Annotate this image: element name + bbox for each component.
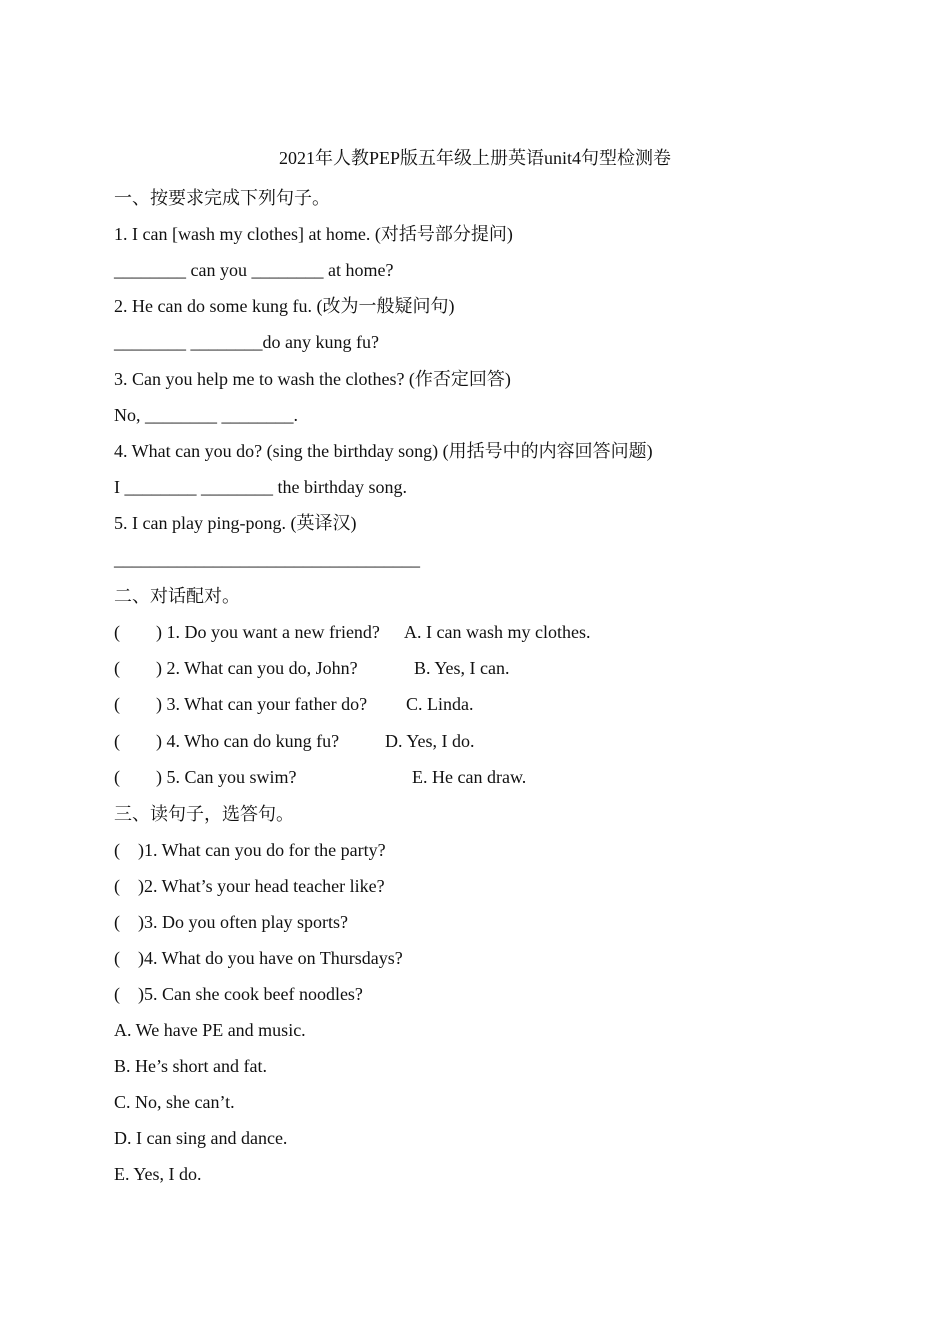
section-heading-3: 三、读句子，选答句。 [114,804,294,824]
choice-option-d: D. I can sing and dance. [114,1128,288,1148]
choice-option-e: E. Yes, I do. [114,1164,202,1184]
answer-line-1-3: No, ________ ________. [114,405,298,425]
choice-question-3: ( )3. Do you often play sports? [114,912,348,932]
answer-line-1-1: ________ can you ________ at home? [114,260,394,280]
match-answer-d: D. Yes, I do. [385,731,475,751]
page-title: 2021年人教PEP版五年级上册英语unit4句型检测卷 [278,148,672,168]
choice-question-5: ( )5. Can she cook beef noodles? [114,984,363,1004]
choice-question-2: ( )2. What’s your head teacher like? [114,876,385,896]
choice-option-a: A. We have PE and music. [114,1020,306,1040]
match-question-3: ( ) 3. What can your father do? [114,694,368,714]
question-1-3: 3. Can you help me to wash the clothes? (作否定回答) [114,369,511,389]
match-question-2: ( ) 2. What can you do, John? [114,658,358,678]
answer-line-1-2: ________ ________do any kung fu? [114,332,379,352]
question-1-1: 1. I can [wash my clothes] at home. (对括号部分提问) [114,224,513,244]
match-answer-e: E. He can draw. [412,767,527,787]
match-answer-a: A. I can wash my clothes. [404,622,591,642]
section-heading-2: 二、对话配对。 [114,586,240,606]
choice-question-4: ( )4. What do you have on Thursdays? [114,948,403,968]
choice-option-c: C. No, she can’t. [114,1092,235,1112]
choice-option-b: B. He’s short and fat. [114,1056,267,1076]
question-1-4: 4. What can you do? (sing the birthday song) (用括号中的内容回答问题) [114,441,653,461]
section-heading-1: 一、按要求完成下列句子。 [114,188,330,208]
match-question-4: ( ) 4. Who can do kung fu? [114,731,340,751]
match-answer-c: C. Linda. [406,694,474,714]
match-question-1: ( ) 1. Do you want a new friend? [114,622,380,642]
question-1-5: 5. I can play ping-pong. (英译汉) [114,513,357,533]
answer-line-1-4: I ________ ________ the birthday song. [114,477,407,497]
choice-question-1: ( )1. What can you do for the party? [114,840,386,860]
question-1-2: 2. He can do some kung fu. (改为一般疑问句) [114,296,455,316]
match-answer-b: B. Yes, I can. [414,658,510,678]
match-question-5: ( ) 5. Can you swim? [114,767,297,787]
answer-line-1-5: __________________________________ [114,549,420,569]
